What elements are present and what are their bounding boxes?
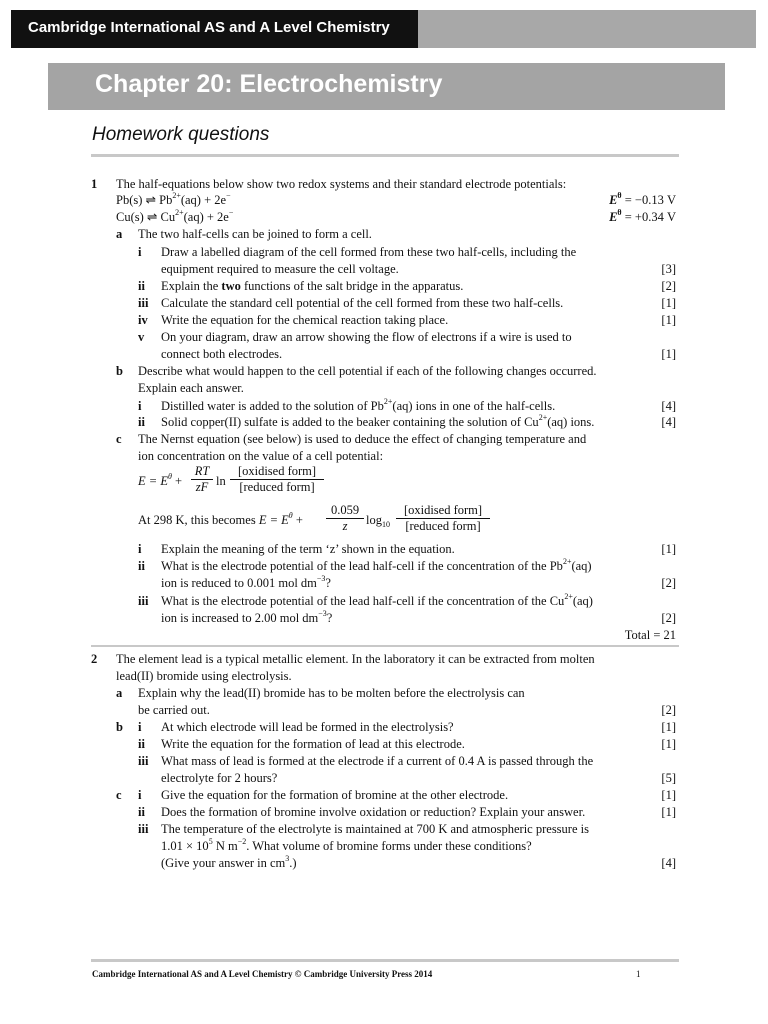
q1-eq2: Cu(s) ⇌ $Cu^{2+}(aq) + 2e^-$ xyxy=(116,208,234,224)
nernst-298-fraction: $\frac{0.059}{z}$ xyxy=(326,503,364,534)
q1bi-text: Distilled water is added to the solution of $Pb^{2+}(aq)$ ions in one of the half-cells. xyxy=(161,397,556,413)
q1a-text: The two half-cells can be joined to form a cell. xyxy=(138,227,372,241)
footer-copyright: Cambridge International AS and A Level Chemistry © Cambridge University Press 2014 xyxy=(92,969,433,979)
nernst-298: At 298 K, this becomes $E = E^\theta$ + xyxy=(138,511,303,527)
q2bii-text: Write the equation for the formation of lead at this electrode. xyxy=(161,737,465,751)
q1-total: Total = 21 xyxy=(624,628,676,642)
q2-intro2: lead(II) bromide using electrolysis. xyxy=(116,669,292,683)
q1-intro: The half-equations below show two redox systems and their standard electrode potentials: xyxy=(116,177,567,191)
q1c-text2: ion concentration on the value of a cell potential: xyxy=(138,449,384,463)
q1aiv-label: iv xyxy=(138,313,148,327)
q1ai-text2: equipment required to measure the cell voltage. xyxy=(161,262,399,276)
q1bi-label: i xyxy=(138,399,142,413)
top-divider xyxy=(91,154,679,157)
q1cii-marks: [2] xyxy=(661,576,676,590)
q2ciii-text2: $1.01 \times 10^5$ N $m^{-2}$. What volume of bromine forms under these conditions? xyxy=(161,837,532,853)
q1ai-text1: Draw a labelled diagram of the cell formed from these two half-cells, including the xyxy=(161,245,577,259)
q1aii-label: ii xyxy=(138,279,145,293)
q1cii-text2: ion is reduced to 0.001 mol $dm^{-3}$? xyxy=(161,574,331,590)
q2a-marks: [2] xyxy=(661,703,676,717)
nernst-lhs: $E = E^\theta$ + xyxy=(138,472,183,488)
q1ci-label: i xyxy=(138,542,142,556)
q1ci-marks: [1] xyxy=(661,542,676,556)
book-title: Cambridge International AS and A Level Chemistry xyxy=(28,19,390,36)
q2a-text2: be carried out. xyxy=(138,703,210,717)
q1a-label: a xyxy=(116,227,123,241)
q1aiii-marks: [1] xyxy=(661,296,676,310)
q2ciii-text1: The temperature of the electrolyte is maintained at 700 K and atmospheric pressure is xyxy=(161,822,589,836)
q2bii-marks: [1] xyxy=(661,737,676,751)
q2ciii-marks: [4] xyxy=(661,856,676,870)
q2b-label: b xyxy=(116,720,123,734)
q2-intro1: The element lead is a typical metallic element. In the laboratory it can be extracted from molten xyxy=(116,652,595,666)
q1bii-marks: [4] xyxy=(661,415,676,429)
q2biii-marks: [5] xyxy=(661,771,676,785)
q1-eq1-potential: $E^\theta = -0.13$ V xyxy=(609,191,676,207)
q1av-marks: [1] xyxy=(661,347,676,361)
q2biii-label: iii xyxy=(138,754,149,768)
q1cii-label: ii xyxy=(138,559,145,573)
nernst-298-conc-fraction: [oxidised form] [reduced form] xyxy=(396,503,490,534)
header-bar-accent xyxy=(418,10,756,48)
q2cii-text: Does the formation of bromine involve oxidation or reduction? Explain your answer. xyxy=(161,805,586,819)
q1ci-text: Explain the meaning of the term ‘z’ shown in the equation. xyxy=(161,542,455,556)
q1bii-label: ii xyxy=(138,415,145,429)
q1av-text2: connect both electrodes. xyxy=(161,347,283,361)
q1ciii-text2: ion is increased to 2.00 mol $dm^{-3}$? xyxy=(161,609,333,625)
q1ai-marks: [3] xyxy=(661,262,676,276)
q2ci-marks: [1] xyxy=(661,788,676,802)
q1c-label: c xyxy=(116,432,122,446)
q1av-text1: On your diagram, draw an arrow showing the flow of electrons if a wire is used to xyxy=(161,330,572,344)
q1-number: 1 xyxy=(91,177,98,191)
q2ci-text: Give the equation for the formation of bromine at the other electrode. xyxy=(161,788,509,802)
q2-number: 2 xyxy=(91,652,98,666)
q1-eq1: Pb(s) ⇌ $Pb^{2+}(aq) + 2e^-$ xyxy=(116,191,231,207)
q1aiv-marks: [1] xyxy=(661,313,676,327)
q1b-label: b xyxy=(116,364,123,378)
q2c-label: c xyxy=(116,788,122,802)
q2bi-marks: [1] xyxy=(661,720,676,734)
q1aiv-text: Write the equation for the chemical reaction taking place. xyxy=(161,313,449,327)
q2bi-text: At which electrode will lead be formed in the electrolysis? xyxy=(161,720,454,734)
q2bii-label: ii xyxy=(138,737,145,751)
q2ciii-text3: (Give your answer in $cm^3$.) xyxy=(161,854,297,870)
q1ciii-marks: [2] xyxy=(661,611,676,625)
chapter-title: Chapter 20: Electrochemistry xyxy=(95,70,443,98)
q-divider xyxy=(91,645,679,647)
nernst-conc-fraction: [oxidised form] [reduced form] xyxy=(230,464,324,495)
q1c-text1: The Nernst equation (see below) is used to deduce the effect of changing temperature and xyxy=(138,432,587,446)
q1bii-text: Solid copper(II) sulfate is added to the beaker containing the solution of $Cu^{2+}(aq)$ ions. xyxy=(161,413,595,429)
nernst-log: $\log_{10}$ xyxy=(366,513,390,529)
q1av-label: v xyxy=(138,330,145,344)
q2bi-label: i xyxy=(138,720,142,734)
page-number: 1 xyxy=(636,969,641,979)
q1bi-marks: [4] xyxy=(661,399,676,413)
q1aiii-text: Calculate the standard cell potential of the cell formed from these two half-cells. xyxy=(161,296,564,310)
nernst-rt-fraction: $\frac{RT}{zF}$ xyxy=(191,464,213,495)
q2biii-text1: What mass of lead is formed at the electrode if a current of 0.4 A is passed through the xyxy=(161,754,594,768)
nernst-ln: ln xyxy=(216,474,226,488)
q1-eq2-potential: $E^\theta = +0.34$ V xyxy=(609,208,676,224)
q2ciii-label: iii xyxy=(138,822,149,836)
section-title: Homework questions xyxy=(92,124,270,145)
q1ciii-label: iii xyxy=(138,594,149,608)
q2a-label: a xyxy=(116,686,123,700)
q1ai-label: i xyxy=(138,245,142,259)
q1b-text2: Explain each answer. xyxy=(138,381,244,395)
q2a-text1: Explain why the lead(II) bromide has to be molten before the electrolysis can xyxy=(138,686,525,700)
q1aii-marks: [2] xyxy=(661,279,676,293)
q2ci-label: i xyxy=(138,788,142,802)
q2cii-label: ii xyxy=(138,805,145,819)
q1cii-text1: What is the electrode potential of the lead half-cell if the concentration of the $Pb^{2+}(aq)$ xyxy=(161,557,592,573)
q2biii-text2: electrolyte for 2 hours? xyxy=(161,771,278,785)
footer-divider xyxy=(91,959,679,962)
q1b-text1: Describe what would happen to the cell potential if each of the following changes occurred. xyxy=(138,364,597,378)
q1aiii-label: iii xyxy=(138,296,149,310)
q1aii-text: Explain the two functions of the salt bridge in the apparatus. xyxy=(161,279,464,293)
q1ciii-text1: What is the electrode potential of the lead half-cell if the concentration of the $Cu^{2+}(aq)$ xyxy=(161,592,593,608)
q2cii-marks: [1] xyxy=(661,805,676,819)
